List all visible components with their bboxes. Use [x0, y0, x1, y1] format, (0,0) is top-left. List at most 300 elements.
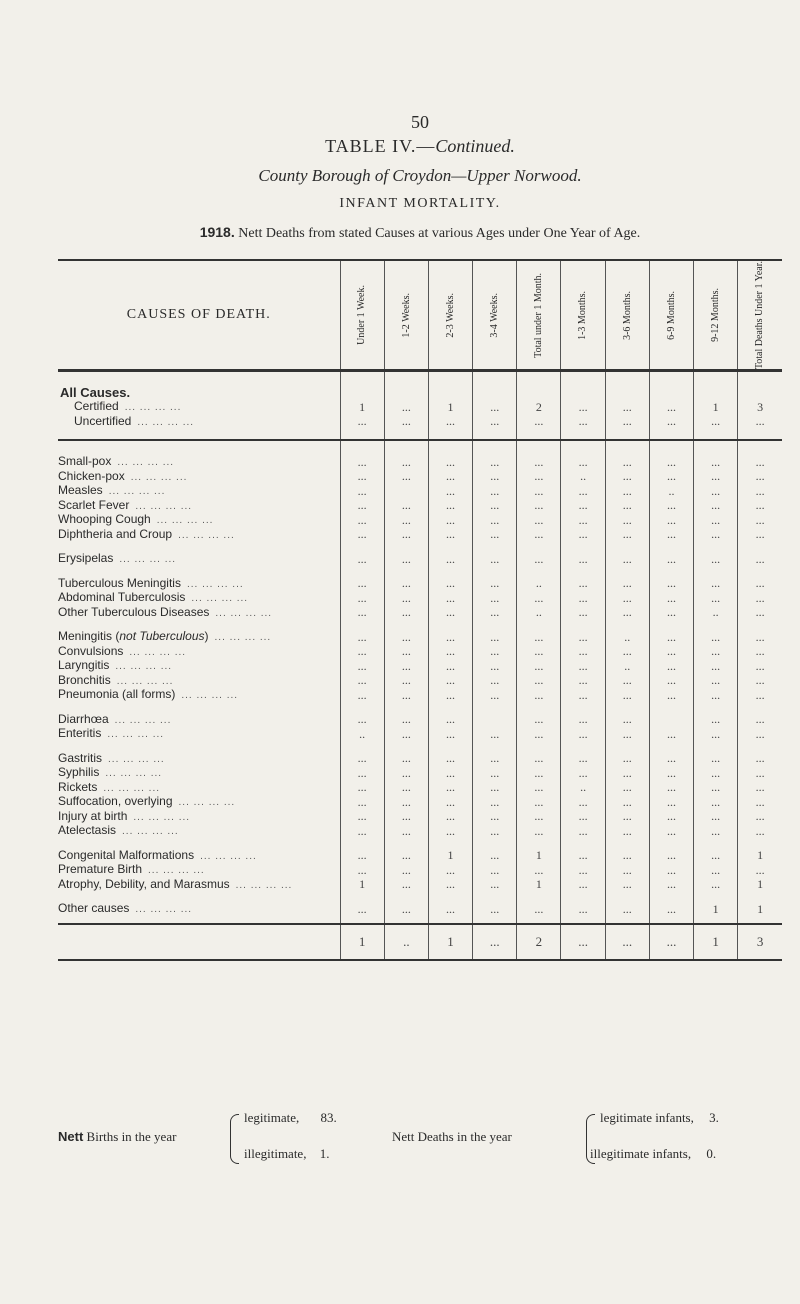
table-cell	[384, 892, 428, 902]
table-cell: ...	[384, 630, 428, 645]
table-cell: ...	[605, 795, 649, 810]
table-cell: ...	[561, 924, 605, 960]
cause-label: Small-pox	[58, 455, 112, 469]
table-cell: ...	[738, 499, 782, 514]
table-cell: ...	[473, 752, 517, 767]
dot-leader: ... ... ... ...	[135, 500, 193, 512]
births-legit-label: legitimate,	[244, 1110, 300, 1125]
table-row	[58, 839, 782, 849]
table-cell	[694, 620, 738, 630]
borough-title: County Borough of Croydon—Upper Norwood.	[258, 166, 582, 185]
table-cell: ...	[738, 513, 782, 528]
table-cell: ...	[561, 849, 605, 864]
table-cell: ...	[649, 824, 693, 839]
table-cell: ...	[605, 606, 649, 621]
table-cell	[649, 567, 693, 577]
table-cell: ...	[517, 484, 561, 499]
table-cell: ...	[694, 470, 738, 485]
table-cell: ...	[428, 630, 472, 645]
table-cell: ...	[605, 781, 649, 796]
mortality-table	[58, 259, 782, 961]
year: 1918.	[199, 224, 235, 240]
table-cell: ...	[605, 645, 649, 660]
table-cell: ...	[561, 645, 605, 660]
table-cell	[738, 542, 782, 552]
table-cell: ...	[473, 766, 517, 781]
table-cell: ...	[384, 863, 428, 878]
table-cell	[694, 742, 738, 752]
table-cell: ...	[738, 766, 782, 781]
table-cell: ...	[517, 727, 561, 742]
cause-label: Premature Birth	[58, 863, 143, 877]
table-cell: ...	[428, 415, 472, 430]
cause-label: Congenital Malformations	[58, 848, 195, 862]
table-cell: ...	[428, 878, 472, 893]
table-cell: ...	[428, 824, 472, 839]
table-row	[58, 552, 782, 567]
table-cell: 1	[694, 924, 738, 960]
table-cell	[694, 892, 738, 902]
table-cell: ...	[384, 591, 428, 606]
table-cell	[428, 371, 472, 401]
table-cell	[561, 429, 605, 440]
table-cell: ...	[473, 645, 517, 660]
table-cell	[694, 703, 738, 713]
table-cell: ...	[649, 470, 693, 485]
cause-label-after: )	[204, 630, 209, 644]
table-cell	[473, 892, 517, 902]
table-cell: ...	[738, 591, 782, 606]
table-cell: ...	[649, 591, 693, 606]
dot-leader: ... ... ... ...	[235, 879, 293, 891]
table-cell	[561, 440, 605, 455]
table-body	[58, 371, 782, 960]
table-cell: ...	[384, 674, 428, 689]
all-causes-label: All Causes.	[60, 385, 131, 401]
cause-cell	[58, 795, 340, 810]
table-cell: 1	[694, 400, 738, 415]
table-cell: ...	[561, 810, 605, 825]
table-cell: ...	[428, 902, 472, 917]
table-row	[58, 470, 782, 485]
table-cell: ...	[605, 863, 649, 878]
table-cell	[649, 440, 693, 455]
table-cell	[738, 429, 782, 440]
table-cell: ...	[517, 674, 561, 689]
table-cell	[649, 620, 693, 630]
table-cell: ...	[473, 455, 517, 470]
dot-leader: ... ... ... ...	[178, 797, 236, 809]
dot-leader: ... ... ... ...	[107, 729, 165, 741]
table-row	[58, 606, 782, 621]
table-cell	[428, 542, 472, 552]
table-cell: ...	[384, 849, 428, 864]
table-row	[58, 713, 782, 728]
table-cell	[340, 429, 384, 440]
table-cell: ...	[517, 795, 561, 810]
cause-label: Diphtheria and Croup	[58, 527, 173, 541]
table-cell	[473, 371, 517, 401]
table-cell: ...	[694, 645, 738, 660]
table-row	[58, 371, 782, 401]
table-cell: ...	[561, 606, 605, 621]
table-cell	[384, 371, 428, 401]
dot-leader: ... ... ... ...	[133, 811, 191, 823]
table-cell	[473, 839, 517, 849]
table-cell: ...	[340, 713, 384, 728]
table-cell: ...	[384, 727, 428, 742]
table-cell: ...	[473, 499, 517, 514]
table-cell: ...	[473, 415, 517, 430]
table-cell: ...	[649, 415, 693, 430]
spacer	[58, 620, 340, 630]
table-cell: ...	[694, 455, 738, 470]
table-cell: ..	[694, 606, 738, 621]
births-illegit-label: illegitimate,	[244, 1146, 307, 1161]
table-cell: ...	[473, 528, 517, 543]
table-cell: ...	[517, 781, 561, 796]
table-cell	[340, 567, 384, 577]
cause-label: Bronchitis	[58, 673, 111, 687]
cause-label: Enteritis	[58, 727, 102, 741]
table-cell: 1	[340, 924, 384, 960]
dot-leader: ... ... ... ...	[135, 904, 193, 916]
table-cell: ...	[694, 713, 738, 728]
table-cell: ...	[605, 513, 649, 528]
table-cell: ...	[384, 795, 428, 810]
table-cell	[605, 917, 649, 924]
table-cell: ...	[561, 513, 605, 528]
table-cell: ...	[649, 606, 693, 621]
table-cell: ...	[561, 824, 605, 839]
column-header	[605, 260, 649, 371]
table-cell: ...	[694, 659, 738, 674]
table-cell: ...	[649, 513, 693, 528]
table-cell: ...	[473, 878, 517, 893]
births-bold: Nett	[58, 1129, 84, 1144]
table-cell	[561, 742, 605, 752]
table-row	[58, 429, 782, 440]
table-cell: ...	[649, 810, 693, 825]
dot-leader: ... ... ... ...	[119, 554, 177, 566]
table-cell: ...	[473, 924, 517, 960]
table-cell: ...	[561, 902, 605, 917]
cause-column-header: CAUSES OF DEATH.	[58, 260, 340, 371]
table-cell: ...	[694, 752, 738, 767]
table-cell: ...	[473, 810, 517, 825]
table-row	[58, 688, 782, 703]
table-cell	[473, 567, 517, 577]
table-row	[58, 766, 782, 781]
table-cell: 1	[738, 902, 782, 917]
dot-leader: ... ... ... ...	[191, 593, 249, 605]
table-cell: ...	[738, 752, 782, 767]
table-cell	[605, 892, 649, 902]
table-row	[58, 849, 782, 864]
table-cell	[517, 742, 561, 752]
table-cell: ...	[473, 863, 517, 878]
table-row	[58, 499, 782, 514]
births-illegit-value: 1.	[319, 1146, 330, 1161]
table-cell: ...	[473, 795, 517, 810]
table-cell: ...	[340, 659, 384, 674]
table-cell: ...	[428, 713, 472, 728]
table-cell: ...	[738, 810, 782, 825]
table-row	[58, 878, 782, 893]
table-cell: ..	[605, 630, 649, 645]
cause-cell	[58, 499, 340, 514]
table-cell	[605, 440, 649, 455]
table-row	[58, 484, 782, 499]
table-cell: ...	[384, 659, 428, 674]
table-cell: ..	[561, 781, 605, 796]
table-cell	[517, 703, 561, 713]
table-cell: ...	[605, 902, 649, 917]
table-cell: ...	[694, 878, 738, 893]
cause-cell	[58, 902, 340, 917]
table-cell	[649, 542, 693, 552]
dot-leader: ... ... ... ...	[108, 753, 165, 765]
cause-label: Convulsions	[58, 644, 124, 658]
table-row	[58, 630, 782, 645]
table-cell: ...	[649, 630, 693, 645]
dot-leader: ... ... ... ...	[122, 826, 179, 838]
table-cell: ...	[517, 659, 561, 674]
table-cell: ...	[428, 513, 472, 528]
table-cell	[340, 892, 384, 902]
table-cell: ...	[473, 630, 517, 645]
table-cell: ...	[384, 528, 428, 543]
cause-cell	[58, 688, 340, 703]
cause-cell	[58, 659, 340, 674]
table-cell	[384, 429, 428, 440]
table-row	[58, 513, 782, 528]
table-cell: ...	[649, 902, 693, 917]
table-cell	[738, 917, 782, 924]
table-cell: ...	[340, 902, 384, 917]
table-cell: ...	[649, 795, 693, 810]
dot-leader: ... ... ... ...	[105, 768, 163, 780]
table-cell	[428, 917, 472, 924]
table-row	[58, 824, 782, 839]
table-cell: ...	[649, 924, 693, 960]
table-cell: ...	[340, 849, 384, 864]
deaths-illegit-value: 0.	[706, 1146, 717, 1161]
table-cell: ...	[649, 674, 693, 689]
spacer	[58, 567, 340, 577]
table-cell: ...	[694, 688, 738, 703]
table-cell: ...	[340, 810, 384, 825]
table-cell	[428, 892, 472, 902]
table-cell	[561, 620, 605, 630]
table-cell: ...	[561, 674, 605, 689]
column-header-label: 3-4 Weeks.	[488, 292, 500, 338]
table-cell: ...	[428, 606, 472, 621]
table-cell	[384, 567, 428, 577]
table-cell	[428, 429, 472, 440]
spacer	[58, 542, 340, 552]
cause-cell	[58, 415, 340, 430]
table-caption	[0, 224, 800, 242]
table-cell	[694, 542, 738, 552]
table-cell: ...	[561, 766, 605, 781]
table-cell: ...	[605, 688, 649, 703]
table-cell	[605, 429, 649, 440]
cause-cell	[58, 752, 340, 767]
table-cell: 1	[694, 902, 738, 917]
table-cell: ...	[473, 849, 517, 864]
table-row	[58, 727, 782, 742]
dot-leader: ... ... ... ...	[103, 782, 161, 794]
table-cell: ...	[694, 630, 738, 645]
table-cell: ...	[428, 766, 472, 781]
table-cell: ...	[428, 795, 472, 810]
table-cell: ...	[340, 674, 384, 689]
table-cell: ...	[517, 810, 561, 825]
cause-cell	[58, 727, 340, 742]
table-row	[58, 674, 782, 689]
table-cell	[473, 713, 517, 728]
table-cell: ...	[738, 674, 782, 689]
table-cell: ...	[738, 630, 782, 645]
table-cell	[473, 742, 517, 752]
births-label-text: Births in the year	[86, 1129, 177, 1144]
table-cell: ...	[384, 645, 428, 660]
table-cell: ...	[384, 810, 428, 825]
table-cell: ...	[517, 752, 561, 767]
cause-cell	[58, 484, 340, 499]
column-header	[473, 260, 517, 371]
table-cell: ...	[473, 606, 517, 621]
table-row	[58, 902, 782, 917]
table-cell: 1	[340, 878, 384, 893]
table-cell	[649, 839, 693, 849]
table-cell: ...	[428, 659, 472, 674]
table-cell: ...	[561, 878, 605, 893]
table-cell: ...	[517, 499, 561, 514]
table-cell: ...	[605, 727, 649, 742]
spacer	[58, 429, 340, 440]
table-cell: ...	[561, 795, 605, 810]
spacer	[58, 839, 340, 849]
table-cell	[340, 742, 384, 752]
table-cell: ...	[561, 577, 605, 592]
table-cell	[605, 567, 649, 577]
table-cell	[649, 713, 693, 728]
table-cell	[473, 429, 517, 440]
table-cell: ...	[649, 688, 693, 703]
table-cell: ...	[340, 766, 384, 781]
table-row	[58, 415, 782, 430]
cause-cell	[58, 400, 340, 415]
table-cell: ...	[561, 552, 605, 567]
table-cell: ...	[384, 552, 428, 567]
table-cell: ...	[384, 499, 428, 514]
table-cell	[738, 567, 782, 577]
table-cell: ...	[517, 470, 561, 485]
table-cell: ...	[473, 824, 517, 839]
table-cell: ...	[694, 528, 738, 543]
table-cell	[384, 703, 428, 713]
table-row	[58, 810, 782, 825]
table-cell	[517, 542, 561, 552]
cause-cell	[58, 552, 340, 567]
table-cell: ...	[605, 713, 649, 728]
table-cell: ...	[428, 688, 472, 703]
table-cell: ...	[694, 674, 738, 689]
table-cell	[473, 542, 517, 552]
column-header	[561, 260, 605, 371]
table-cell	[738, 440, 782, 455]
table-cell	[605, 620, 649, 630]
table-cell: ...	[738, 455, 782, 470]
table-row	[58, 440, 782, 455]
table-cell	[517, 429, 561, 440]
table-row	[58, 924, 782, 960]
table-cell: ...	[428, 577, 472, 592]
cause-label: Measles	[58, 484, 103, 498]
table-cell	[738, 892, 782, 902]
table-row	[58, 528, 782, 543]
table-cell	[384, 440, 428, 455]
cause-cell	[58, 470, 340, 485]
table-cell: 1	[340, 400, 384, 415]
cause-label: Suffocation, overlying	[58, 795, 173, 809]
table-cell: 1	[738, 849, 782, 864]
cause-label: Atrophy, Debility, and Marasmus	[58, 877, 230, 891]
table-cell: ...	[738, 824, 782, 839]
table-row	[58, 567, 782, 577]
table-cell: ...	[384, 713, 428, 728]
table-row	[58, 620, 782, 630]
table-cell	[605, 542, 649, 552]
table-cell: ...	[340, 552, 384, 567]
table-cell: ...	[694, 513, 738, 528]
table-cell: ...	[649, 455, 693, 470]
table-cell: ...	[649, 659, 693, 674]
cause-cell	[58, 528, 340, 543]
table-cell: ...	[473, 591, 517, 606]
table-cell: ...	[517, 645, 561, 660]
table-cell: ...	[605, 400, 649, 415]
table-cell: ...	[384, 902, 428, 917]
table-cell	[738, 742, 782, 752]
table-cell: ...	[384, 513, 428, 528]
table-cell	[649, 742, 693, 752]
table-cell: ...	[428, 752, 472, 767]
table-cell	[738, 839, 782, 849]
table-cell: ...	[561, 688, 605, 703]
table-cell: ...	[605, 415, 649, 430]
cause-cell	[58, 878, 340, 893]
table-row	[58, 917, 782, 924]
table-cell: ...	[738, 727, 782, 742]
table-row	[58, 703, 782, 713]
table-cell: ...	[561, 713, 605, 728]
cause-label: Whooping Cough	[58, 513, 151, 527]
column-header-label: 1-2 Weeks.	[400, 292, 412, 338]
dot-leader: ... ... ... ...	[114, 714, 172, 726]
dot-leader: ... ... ... ...	[186, 578, 244, 590]
table-row	[58, 795, 782, 810]
table-cell: ...	[340, 688, 384, 703]
table-cell: ...	[605, 752, 649, 767]
table-cell: ...	[694, 781, 738, 796]
table-cell: ...	[517, 455, 561, 470]
table-cell: ...	[384, 455, 428, 470]
table-cell: ...	[340, 455, 384, 470]
table-cell: ...	[605, 824, 649, 839]
